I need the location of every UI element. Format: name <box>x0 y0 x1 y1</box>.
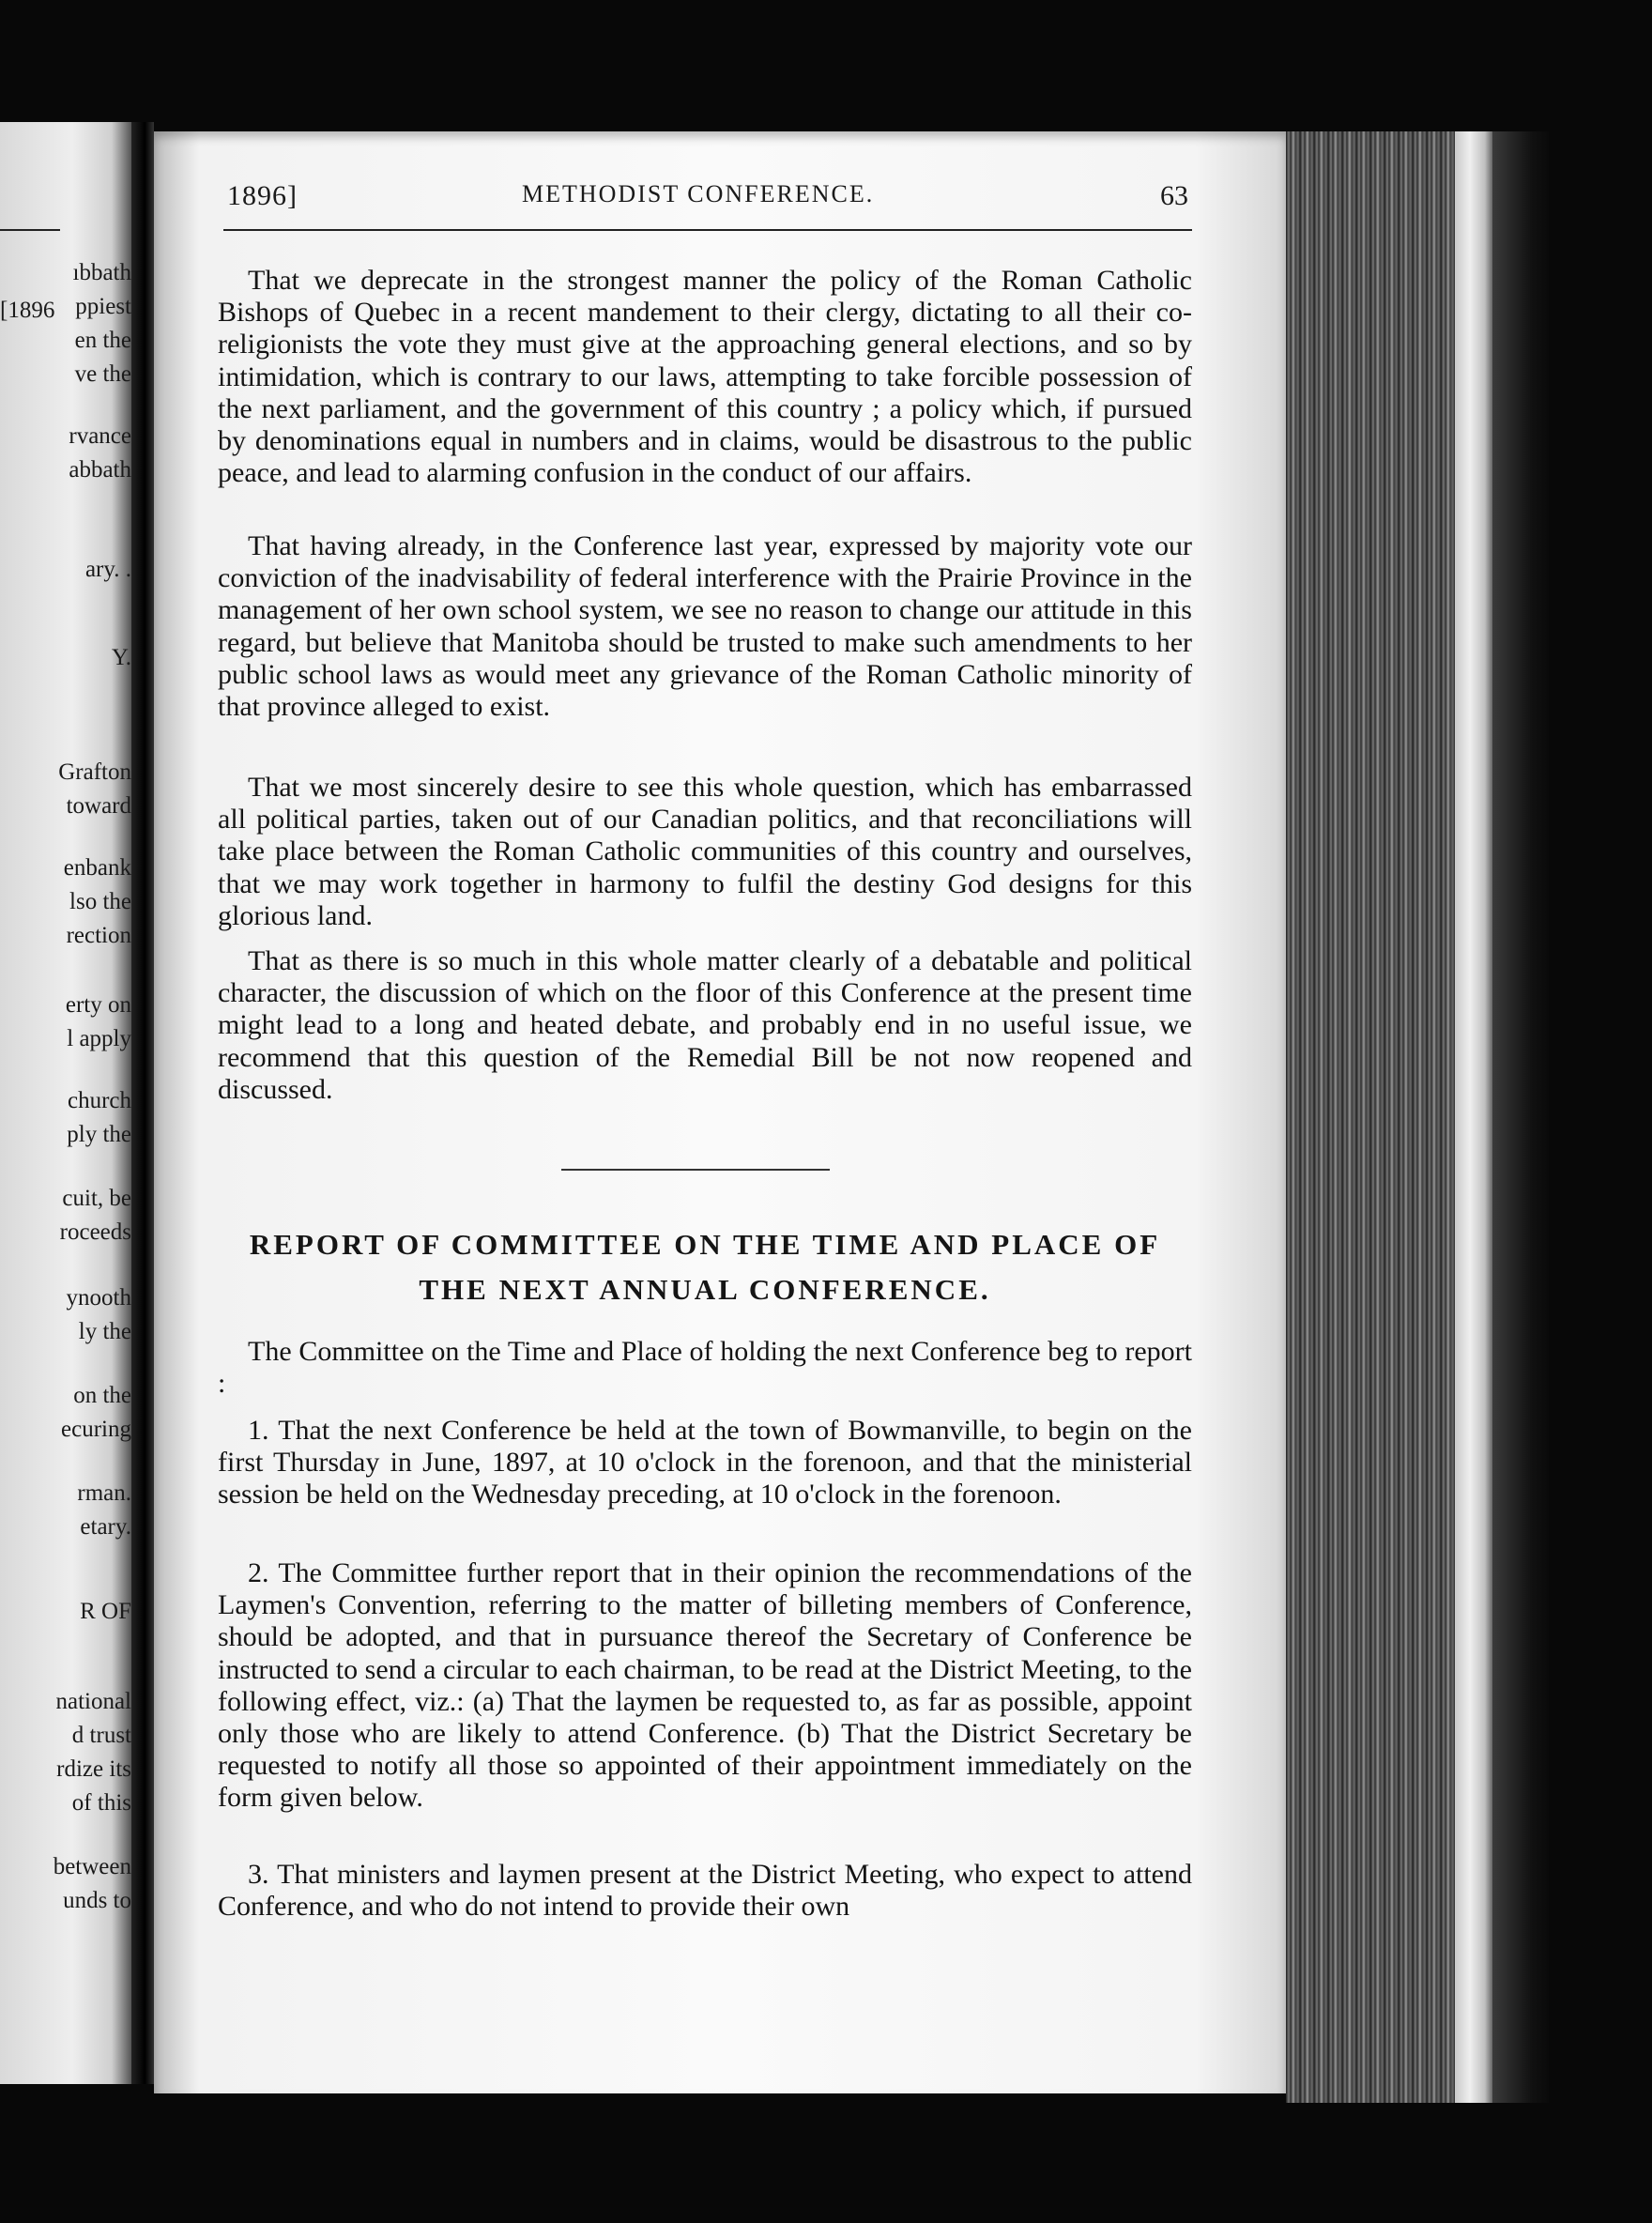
resolution-paragraph-2: That having already, in the Conference last year, expressed by majority vote our conviction of the inadvisability of federal interference with the Prairie Province in the management of her own school system, we see no reason to change our attitude in this regard, but believe that Manitoba should be trusted to make such amendments to her public school laws as would meet any grievance of the Roman Catholic minority of that province alleged to exist. <box>218 530 1192 723</box>
report-item-3: 3. That ministers and laymen present at the District Meeting, who expect to attend Conference, and who do not intend to provide their own <box>218 1859 1192 1923</box>
resolution-paragraph-3: That we most sincerely desire to see this whole question, which has embarrassed all political parties, taken out of our Canadian politics, and that reconciliations will take place between the Roman Catholic communities of this country and ourselves, that we may work together in harmony to fulfil the destiny God designs for this glorious land. <box>218 772 1192 931</box>
left-page-line: Y. <box>111 645 131 670</box>
left-page-line: lso the <box>69 889 131 914</box>
left-page-line: ply the <box>67 1122 131 1147</box>
left-page-line: R OF <box>80 1599 131 1624</box>
section-title-line-1: REPORT OF COMMITTEE ON THE TIME AND PLACE OF <box>249 1228 1161 1261</box>
page-stack-edges <box>1286 131 1455 2103</box>
left-page-fragment <box>0 122 131 2084</box>
left-page-line: ecuring <box>61 1417 131 1442</box>
left-page-line: rection <box>66 923 131 948</box>
resolution-paragraph-4: That as there is so much in this whole matter clearly of a debatable and political character, the discussion of which on the floor of this Conference at the present time might lead to a long and heated debate, and probably end in no useful issue, we recommend that this question of the Remedial Bill be not now reopened and discussed. <box>218 945 1192 1105</box>
running-head-year: 1896] <box>227 180 298 211</box>
left-page-line: ary. . <box>84 557 131 582</box>
page-number: 63 <box>1160 180 1188 211</box>
left-page-line: rdize its <box>56 1756 131 1782</box>
left-page-line: ynooth <box>66 1285 131 1311</box>
left-page-line: of this <box>71 1790 131 1816</box>
left-page-line: abbath <box>69 457 131 483</box>
section-title-line-2: THE NEXT ANNUAL CONFERENCE. <box>419 1273 991 1306</box>
left-page-line: ly the <box>78 1319 131 1344</box>
page-stack-shadow <box>1492 131 1549 2103</box>
left-page-line: rman. <box>77 1480 131 1506</box>
left-page-line: ve the <box>74 361 131 387</box>
left-page-line: church <box>67 1088 131 1113</box>
left-page-head-rule <box>0 229 60 231</box>
left-page-line: unds to <box>63 1888 131 1913</box>
left-page-line: l apply <box>67 1026 131 1051</box>
header-rule <box>223 229 1192 231</box>
left-page-line: on the <box>73 1383 131 1408</box>
page-edge-highlight <box>1455 131 1492 2103</box>
left-page-line: enbank <box>63 855 131 881</box>
report-item-2: 2. The Committee further report that in their opinion the recommendations of the Laymen's Convention, referring to the matter of billeting members of Conference, should be adopted, and that in pursuance thereof the Secretary of Conference be instructed to send a circular to each chairman, to be read at the District Meeting, to the following effect, viz.: (a) That the laymen be requested to, as far as possible, appoint only those who are likely to attend Conference. (b) That the District Secretary be requested to notify all those so appointed of their appointment immediately on the form given below. <box>218 1557 1192 1814</box>
left-page-line: Grafton <box>58 759 131 785</box>
left-page-line: etary. <box>80 1514 131 1540</box>
left-page-line: ıbbath <box>72 260 131 285</box>
left-page-line: national <box>55 1689 131 1714</box>
left-page-line: cuit, be <box>62 1186 131 1211</box>
report-item-1: 1. That the next Conference be held at the town of Bowmanville, to begin on the first Thursday in June, 1897, at 10 o'clock in the forenoon, and that the ministerial session be held on the Wednesday preceding, at 10 o'clock in the forenoon. <box>218 1415 1192 1510</box>
section-divider <box>561 1169 830 1171</box>
left-page-line: rvance <box>69 423 131 449</box>
left-page-line: erty on <box>65 992 131 1018</box>
running-head-title: METHODIST CONFERENCE. <box>522 180 875 207</box>
left-page-line: toward <box>66 793 131 819</box>
book-gutter <box>131 122 154 2084</box>
left-page-year: [1896 <box>0 298 55 323</box>
left-page-line: d trust <box>71 1723 131 1748</box>
report-intro-paragraph: The Committee on the Time and Place of holding the next Conference beg to report : <box>218 1336 1192 1400</box>
resolution-paragraph-1: That we deprecate in the strongest manner the policy of the Roman Catholic Bishops of Quebec in a recent mandement to their clergy, dictating to all their co-religionists the vote they must give at the approaching general elections, and so by intimidation, which is contrary to our laws, attempting to take forcible possession of the next parliament, and the government of this country ; a policy which, if pursued by denominations equal in numbers and in claims, would be disastrous to the public peace, and lead to alarming confusion in the conduct of our affairs. <box>218 265 1192 489</box>
left-page-line: en the <box>74 328 131 353</box>
left-page-line: between <box>53 1854 131 1879</box>
left-page-line: ppiest <box>75 294 131 319</box>
left-page-line: roceeds <box>59 1219 131 1245</box>
